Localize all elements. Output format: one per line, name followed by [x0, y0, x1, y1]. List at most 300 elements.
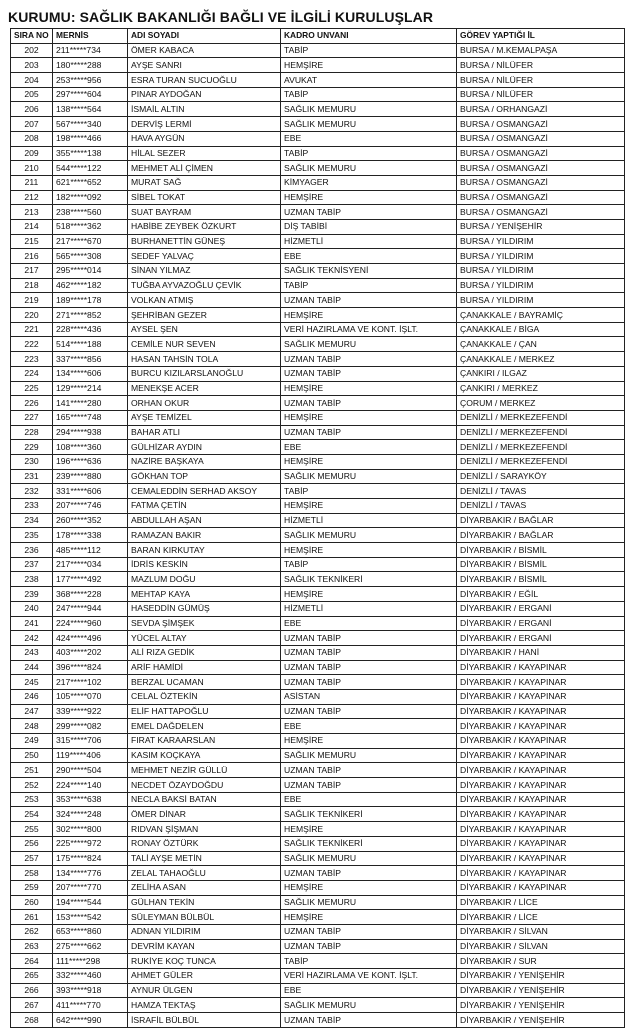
name-cell: ÖMER KABACA	[128, 43, 281, 58]
name-cell: YÜCEL ALTAY	[128, 631, 281, 646]
table-header-row	[11, 29, 625, 44]
title-cell: TABİP	[281, 43, 457, 58]
sira-no-cell: 237	[11, 557, 53, 572]
sira-no-cell: 239	[11, 587, 53, 602]
table-row	[11, 190, 625, 205]
title-cell: UZMAN TABİP	[281, 366, 457, 381]
title-cell: UZMAN TABİP	[281, 425, 457, 440]
title-cell: KİMYAGER	[281, 175, 457, 190]
name-cell: AYŞE SANRI	[128, 58, 281, 73]
sira-no-cell: 223	[11, 352, 53, 367]
mernis-cell: 294*****938	[53, 425, 128, 440]
sira-no-cell: 250	[11, 748, 53, 763]
title-cell: EBE	[281, 792, 457, 807]
mernis-cell: 544*****122	[53, 161, 128, 176]
table-row	[11, 454, 625, 469]
table-row	[11, 161, 625, 176]
mernis-cell: 217*****670	[53, 234, 128, 249]
title-cell: SAĞLIK TEKNİKERİ	[281, 572, 457, 587]
title-cell: HEMŞİRE	[281, 454, 457, 469]
name-cell: BARAN KIRKUTAY	[128, 543, 281, 558]
title-cell: HEMŞİRE	[281, 543, 457, 558]
title-cell: DİŞ TABİBİ	[281, 219, 457, 234]
location-cell: DİYARBAKIR / ERGANİ	[457, 616, 625, 631]
table-row	[11, 763, 625, 778]
sira-no-cell: 263	[11, 939, 53, 954]
table-row	[11, 601, 625, 616]
location-cell: ÇANAKKALE / BAYRAMİÇ	[457, 308, 625, 323]
table-row	[11, 440, 625, 455]
table-row	[11, 660, 625, 675]
location-cell: DİYARBAKIR / ERGANİ	[457, 601, 625, 616]
sira-no-cell: 254	[11, 807, 53, 822]
location-cell: DİYARBAKIR / KAYAPINAR	[457, 807, 625, 822]
location-cell: BURSA / OSMANGAZİ	[457, 190, 625, 205]
title-cell: UZMAN TABİP	[281, 1013, 457, 1028]
sira-no-cell: 233	[11, 499, 53, 514]
mernis-cell: 134*****776	[53, 866, 128, 881]
table-row	[11, 366, 625, 381]
sira-no-cell: 266	[11, 983, 53, 998]
title-cell: UZMAN TABİP	[281, 675, 457, 690]
name-cell: RIDVAN ŞİŞMAN	[128, 822, 281, 837]
mernis-cell: 653*****860	[53, 924, 128, 939]
title-cell: ASİSTAN	[281, 689, 457, 704]
table-row	[11, 954, 625, 969]
title-cell: HEMŞİRE	[281, 910, 457, 925]
location-cell: BURSA / OSMANGAZİ	[457, 175, 625, 190]
table-row	[11, 146, 625, 161]
name-cell: HİLAL SEZER	[128, 146, 281, 161]
location-cell: BURSA / YILDIRIM	[457, 234, 625, 249]
mernis-cell: 271*****852	[53, 308, 128, 323]
table-row	[11, 998, 625, 1013]
sira-no-cell: 236	[11, 543, 53, 558]
location-cell: DİYARBAKIR / SİLVAN	[457, 939, 625, 954]
sira-no-cell: 216	[11, 249, 53, 264]
sira-no-cell: 240	[11, 601, 53, 616]
title-cell: TABİP	[281, 278, 457, 293]
name-cell: NECDET ÖZAYDOĞDU	[128, 778, 281, 793]
table-row	[11, 866, 625, 881]
sira-no-cell: 220	[11, 308, 53, 323]
location-cell: ÇANAKKALE / MERKEZ	[457, 352, 625, 367]
mernis-cell: 253*****956	[53, 73, 128, 88]
sira-no-cell: 260	[11, 895, 53, 910]
location-cell: DİYARBAKIR / KAYAPINAR	[457, 748, 625, 763]
name-cell: ZELİHA ASAN	[128, 880, 281, 895]
title-cell: HEMŞİRE	[281, 58, 457, 73]
mernis-cell: 302*****800	[53, 822, 128, 837]
name-cell: PINAR AYDOĞAN	[128, 87, 281, 102]
mernis-cell: 393*****918	[53, 983, 128, 998]
location-cell: BURSA / OSMANGAZİ	[457, 117, 625, 132]
title-cell: HEMŞİRE	[281, 880, 457, 895]
sira-no-cell: 212	[11, 190, 53, 205]
sira-no-cell: 203	[11, 58, 53, 73]
mernis-cell: 134*****606	[53, 366, 128, 381]
title-cell: SAĞLIK MEMURU	[281, 337, 457, 352]
name-cell: ARİF HAMİDİ	[128, 660, 281, 675]
location-cell: DİYARBAKIR / KAYAPINAR	[457, 822, 625, 837]
location-cell: BURSA / YILDIRIM	[457, 264, 625, 279]
sira-no-cell: 210	[11, 161, 53, 176]
mernis-cell: 290*****504	[53, 763, 128, 778]
location-cell: DENİZLİ / TAVAS	[457, 484, 625, 499]
location-cell: DİYARBAKIR / BAĞLAR	[457, 513, 625, 528]
mernis-cell: 105*****070	[53, 689, 128, 704]
location-cell: DİYARBAKIR / YENİŞEHİR	[457, 1013, 625, 1028]
sira-no-cell: 245	[11, 675, 53, 690]
name-cell: TUĞBA AYVAZOĞLU ÇEVİK	[128, 278, 281, 293]
sira-no-cell: 259	[11, 880, 53, 895]
sira-no-cell: 251	[11, 763, 53, 778]
location-cell: DİYARBAKIR / YENİŞEHİR	[457, 983, 625, 998]
table-row	[11, 43, 625, 58]
mernis-cell: 225*****972	[53, 836, 128, 851]
title-cell: UZMAN TABİP	[281, 645, 457, 660]
location-cell: BURSA / YILDIRIM	[457, 278, 625, 293]
sira-no-cell: 257	[11, 851, 53, 866]
mernis-cell: 518*****362	[53, 219, 128, 234]
mernis-cell: 403*****202	[53, 645, 128, 660]
location-cell: DİYARBAKIR / BİSMİL	[457, 543, 625, 558]
table-row	[11, 499, 625, 514]
location-cell: DİYARBAKIR / KAYAPINAR	[457, 792, 625, 807]
name-cell: SÜLEYMAN BÜLBÜL	[128, 910, 281, 925]
sira-no-cell: 213	[11, 205, 53, 220]
title-cell: SAĞLIK MEMURU	[281, 161, 457, 176]
mernis-cell: 228*****436	[53, 322, 128, 337]
mernis-cell: 177*****492	[53, 572, 128, 587]
table-row	[11, 895, 625, 910]
title-cell: HEMŞİRE	[281, 308, 457, 323]
title-cell: HEMŞİRE	[281, 381, 457, 396]
name-cell: SEDEF YALVAÇ	[128, 249, 281, 264]
mernis-cell: 111*****298	[53, 954, 128, 969]
table-row	[11, 58, 625, 73]
sira-no-cell: 244	[11, 660, 53, 675]
name-cell: ÖMER DİNAR	[128, 807, 281, 822]
location-cell: DİYARBAKIR / KAYAPINAR	[457, 734, 625, 749]
sira-no-cell: 205	[11, 87, 53, 102]
title-cell: UZMAN TABİP	[281, 293, 457, 308]
table-row	[11, 689, 625, 704]
table-row	[11, 587, 625, 602]
location-cell: DİYARBAKIR / KAYAPINAR	[457, 866, 625, 881]
title-cell: EBE	[281, 983, 457, 998]
page-title: KURUMU: SAĞLIK BAKANLIĞI BAĞLI VE İLGİLİ KURULUŞLAR	[8, 9, 434, 25]
mernis-cell: 207*****746	[53, 499, 128, 514]
name-cell: MURAT SAĞ	[128, 175, 281, 190]
title-cell: VERİ HAZIRLAMA VE KONT. İŞLT.	[281, 322, 457, 337]
name-cell: AYSEL ŞEN	[128, 322, 281, 337]
name-cell: ALİ RIZA GEDİK	[128, 645, 281, 660]
location-cell: DİYARBAKIR / YENİŞEHİR	[457, 998, 625, 1013]
sira-no-cell: 255	[11, 822, 53, 837]
location-cell: ÇANAKKALE / ÇAN	[457, 337, 625, 352]
location-cell: BURSA / YILDIRIM	[457, 293, 625, 308]
table-row	[11, 704, 625, 719]
name-cell: AYŞE TEMİZEL	[128, 410, 281, 425]
title-cell: HEMŞİRE	[281, 499, 457, 514]
name-cell: İSMAİL ALTIN	[128, 102, 281, 117]
personnel-table	[10, 28, 625, 1028]
location-cell: DİYARBAKIR / KAYAPINAR	[457, 851, 625, 866]
table-row	[11, 352, 625, 367]
sira-no-cell: 224	[11, 366, 53, 381]
mernis-cell: 295*****014	[53, 264, 128, 279]
mernis-cell: 331*****606	[53, 484, 128, 499]
name-cell: SEVDA ŞİMŞEK	[128, 616, 281, 631]
name-cell: MENEKŞE ACER	[128, 381, 281, 396]
sira-no-cell: 241	[11, 616, 53, 631]
location-cell: BURSA / M.KEMALPAŞA	[457, 43, 625, 58]
name-cell: MEHMET NEZİR GÜLLÜ	[128, 763, 281, 778]
name-cell: HAMZA TEKTAŞ	[128, 998, 281, 1013]
location-cell: BURSA / YILDIRIM	[457, 249, 625, 264]
sira-no-cell: 208	[11, 131, 53, 146]
table-row	[11, 645, 625, 660]
table-row	[11, 102, 625, 117]
location-cell: DENİZLİ / SARAYKÖY	[457, 469, 625, 484]
table-row	[11, 543, 625, 558]
location-cell: BURSA / OSMANGAZİ	[457, 161, 625, 176]
table-row	[11, 631, 625, 646]
table-row	[11, 983, 625, 998]
name-cell: RUKİYE KOÇ TUNCA	[128, 954, 281, 969]
mernis-cell: 182*****092	[53, 190, 128, 205]
mernis-cell: 239*****880	[53, 469, 128, 484]
sira-no-cell: 238	[11, 572, 53, 587]
name-cell: SİNAN YILMAZ	[128, 264, 281, 279]
name-cell: ADNAN YILDIRIM	[128, 924, 281, 939]
location-cell: DİYARBAKIR / KAYAPINAR	[457, 880, 625, 895]
mernis-cell: 247*****944	[53, 601, 128, 616]
sira-no-cell: 211	[11, 175, 53, 190]
location-cell: BURSA / NİLÜFER	[457, 73, 625, 88]
location-cell: BURSA / OSMANGAZİ	[457, 205, 625, 220]
mernis-cell: 141*****280	[53, 396, 128, 411]
table-row	[11, 73, 625, 88]
location-cell: DİYARBAKIR / KAYAPINAR	[457, 778, 625, 793]
table-row	[11, 969, 625, 984]
table-row	[11, 249, 625, 264]
name-cell: ELİF HATTAPOĞLU	[128, 704, 281, 719]
table-row	[11, 469, 625, 484]
mernis-cell: 211*****734	[53, 43, 128, 58]
mernis-cell: 217*****102	[53, 675, 128, 690]
location-cell: DİYARBAKIR / KAYAPINAR	[457, 719, 625, 734]
mernis-cell: 396*****824	[53, 660, 128, 675]
mernis-cell: 180*****288	[53, 58, 128, 73]
name-cell: HASAN TAHSİN TOLA	[128, 352, 281, 367]
table-row	[11, 880, 625, 895]
mernis-cell: 299*****082	[53, 719, 128, 734]
mernis-cell: 194*****544	[53, 895, 128, 910]
table-row	[11, 484, 625, 499]
location-cell: DİYARBAKIR / BAĞLAR	[457, 528, 625, 543]
name-cell: MEHMET ALİ ÇİMEN	[128, 161, 281, 176]
sira-no-cell: 243	[11, 645, 53, 660]
location-cell: DİYARBAKIR / SİLVAN	[457, 924, 625, 939]
title-cell: HİZMETLİ	[281, 234, 457, 249]
name-cell: SİBEL TOKAT	[128, 190, 281, 205]
title-cell: HİZMETLİ	[281, 513, 457, 528]
mernis-cell: 642*****990	[53, 1013, 128, 1028]
location-cell: DENİZLİ / MERKEZEFENDİ	[457, 454, 625, 469]
location-cell: DENİZLİ / MERKEZEFENDİ	[457, 425, 625, 440]
table-row	[11, 410, 625, 425]
title-cell: SAĞLIK MEMURU	[281, 748, 457, 763]
name-cell: ESRA TURAN SUCUOĞLU	[128, 73, 281, 88]
sira-no-cell: 227	[11, 410, 53, 425]
mernis-cell: 411*****770	[53, 998, 128, 1013]
table-row	[11, 572, 625, 587]
location-cell: DİYARBAKIR / KAYAPINAR	[457, 675, 625, 690]
name-cell: VOLKAN ATMIŞ	[128, 293, 281, 308]
mernis-cell: 332*****460	[53, 969, 128, 984]
sira-no-cell: 248	[11, 719, 53, 734]
location-cell: ÇORUM / MERKEZ	[457, 396, 625, 411]
table-row	[11, 264, 625, 279]
sira-no-cell: 229	[11, 440, 53, 455]
location-cell: BURSA / OSMANGAZİ	[457, 131, 625, 146]
location-cell: DİYARBAKIR / KAYAPINAR	[457, 763, 625, 778]
sira-no-cell: 256	[11, 836, 53, 851]
mernis-cell: 275*****662	[53, 939, 128, 954]
sira-no-cell: 253	[11, 792, 53, 807]
name-cell: DERVİŞ LERMİ	[128, 117, 281, 132]
table-row	[11, 836, 625, 851]
location-cell: DİYARBAKIR / HANİ	[457, 645, 625, 660]
location-cell: BURSA / YENİŞEHİR	[457, 219, 625, 234]
name-cell: İDRİS KESKİN	[128, 557, 281, 572]
name-cell: BURCU KIZILARSLANOĞLU	[128, 366, 281, 381]
title-cell: UZMAN TABİP	[281, 924, 457, 939]
name-cell: HABİBE ZEYBEK ÖZKURT	[128, 219, 281, 234]
table-row	[11, 131, 625, 146]
sira-no-cell: 262	[11, 924, 53, 939]
mernis-cell: 339*****922	[53, 704, 128, 719]
location-cell: DİYARBAKIR / YENİŞEHİR	[457, 969, 625, 984]
title-cell: UZMAN TABİP	[281, 396, 457, 411]
location-cell: BURSA / OSMANGAZİ	[457, 146, 625, 161]
title-cell: TABİP	[281, 954, 457, 969]
table-row	[11, 675, 625, 690]
mernis-cell: 485*****112	[53, 543, 128, 558]
title-cell: SAĞLIK TEKNİKERİ	[281, 836, 457, 851]
title-cell: EBE	[281, 440, 457, 455]
table-row	[11, 807, 625, 822]
title-cell: HEMŞİRE	[281, 190, 457, 205]
table-row	[11, 278, 625, 293]
location-cell: DİYARBAKIR / EĞİL	[457, 587, 625, 602]
table-row	[11, 322, 625, 337]
table-row	[11, 513, 625, 528]
sira-no-cell: 252	[11, 778, 53, 793]
mernis-cell: 368*****228	[53, 587, 128, 602]
title-cell: SAĞLIK TEKNİKERİ	[281, 807, 457, 822]
sira-no-cell: 225	[11, 381, 53, 396]
location-cell: DENİZLİ / MERKEZEFENDİ	[457, 410, 625, 425]
table-row	[11, 910, 625, 925]
name-cell: GÜLHAN TEKİN	[128, 895, 281, 910]
sira-no-cell: 235	[11, 528, 53, 543]
mernis-cell: 260*****352	[53, 513, 128, 528]
title-cell: SAĞLIK MEMURU	[281, 469, 457, 484]
table-row	[11, 557, 625, 572]
mernis-cell: 198*****466	[53, 131, 128, 146]
title-cell: UZMAN TABİP	[281, 352, 457, 367]
name-cell: ZELAL TAHAOĞLU	[128, 866, 281, 881]
mernis-cell: 119*****406	[53, 748, 128, 763]
mernis-cell: 297*****604	[53, 87, 128, 102]
title-cell: UZMAN TABİP	[281, 631, 457, 646]
sira-no-cell: 207	[11, 117, 53, 132]
table-row	[11, 616, 625, 631]
name-cell: SUAT BAYRAM	[128, 205, 281, 220]
name-cell: MAZLUM DOĞU	[128, 572, 281, 587]
mernis-cell: 138*****564	[53, 102, 128, 117]
location-cell: DİYARBAKIR / LİCE	[457, 910, 625, 925]
table-row	[11, 792, 625, 807]
mernis-cell: 224*****960	[53, 616, 128, 631]
sira-no-cell: 265	[11, 969, 53, 984]
name-cell: HASEDDİN GÜMÜŞ	[128, 601, 281, 616]
title-cell: HEMŞİRE	[281, 822, 457, 837]
sira-no-cell: 249	[11, 734, 53, 749]
name-cell: EMEL DAĞDELEN	[128, 719, 281, 734]
table-row	[11, 337, 625, 352]
title-cell: SAĞLIK MEMURU	[281, 998, 457, 1013]
location-cell: DİYARBAKIR / SUR	[457, 954, 625, 969]
title-cell: UZMAN TABİP	[281, 660, 457, 675]
location-cell: DİYARBAKIR / KAYAPINAR	[457, 704, 625, 719]
title-cell: SAĞLIK MEMURU	[281, 851, 457, 866]
location-cell: BURSA / ORHANGAZİ	[457, 102, 625, 117]
title-cell: EBE	[281, 616, 457, 631]
sira-no-cell: 206	[11, 102, 53, 117]
title-cell: TABİP	[281, 87, 457, 102]
title-cell: SAĞLIK MEMURU	[281, 102, 457, 117]
mernis-cell: 108*****360	[53, 440, 128, 455]
name-cell: NAZİRE BAŞKAYA	[128, 454, 281, 469]
mernis-cell: 621*****652	[53, 175, 128, 190]
sira-no-cell: 219	[11, 293, 53, 308]
location-cell: DİYARBAKIR / BİSMİL	[457, 572, 625, 587]
table-row	[11, 748, 625, 763]
mernis-cell: 217*****034	[53, 557, 128, 572]
mernis-cell: 355*****138	[53, 146, 128, 161]
mernis-cell: 165*****748	[53, 410, 128, 425]
title-cell: TABİP	[281, 557, 457, 572]
mernis-cell: 462*****182	[53, 278, 128, 293]
name-cell: GÜLHİZAR AYDIN	[128, 440, 281, 455]
name-cell: ORHAN OKUR	[128, 396, 281, 411]
table-row	[11, 234, 625, 249]
name-cell: BURHANETTİN GÜNEŞ	[128, 234, 281, 249]
table-row	[11, 822, 625, 837]
title-cell: SAĞLIK MEMURU	[281, 528, 457, 543]
mernis-cell: 175*****824	[53, 851, 128, 866]
name-cell: FATMA ÇETİN	[128, 499, 281, 514]
location-cell: ÇANAKKALE / BİGA	[457, 322, 625, 337]
name-cell: CEMALEDDİN SERHAD AKSOY	[128, 484, 281, 499]
sira-no-cell: 264	[11, 954, 53, 969]
name-cell: RONAY ÖZTÜRK	[128, 836, 281, 851]
sira-no-cell: 261	[11, 910, 53, 925]
